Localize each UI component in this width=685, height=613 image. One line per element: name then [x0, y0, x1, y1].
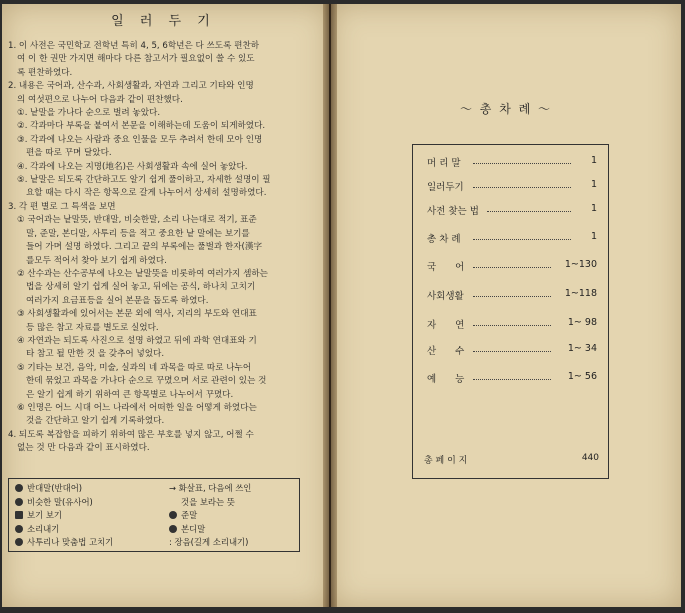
notes-line: 요할 때는 다시 작은 항목으로 갈게 나누어서 상세히 설명하였다.: [26, 188, 267, 199]
circle-mark-icon: [15, 538, 23, 546]
total-pages-row: [424, 453, 599, 466]
legend-label: 소리내기: [27, 523, 60, 534]
legend-label: 보기 보기: [27, 510, 63, 521]
legend-left-column: [15, 482, 113, 550]
notes-line: 말, 준말, 본디말, 사투리 등을 적고 중요한 낱 말에는 보기를: [26, 228, 250, 239]
toc-box: [412, 144, 609, 479]
notes-line: ②. 각과마다 부록을 붙여서 본문을 이해하는데 도움이 되게하였다.: [17, 121, 266, 132]
notes-line: 것을 간단하고 알기 쉽게 기록하였다.: [26, 416, 165, 427]
notes-line: 편을 따로 꾸며 달았다.: [26, 148, 112, 159]
toc-title: ～ 총 차 례 ～: [459, 102, 553, 116]
notes-line: 은 알기 쉽게 하기 위하여 큰 항목별로 나누어서 꾸몄다.: [26, 389, 234, 400]
toc-page: 1: [590, 179, 597, 190]
legend-item: [15, 482, 113, 496]
toc-label: 일러두기: [427, 182, 464, 193]
total-pages-value: 440: [581, 453, 599, 463]
notes-line: 록 편찬하였다.: [17, 67, 73, 78]
notes-line: 등 많은 참고 자료를 별도로 실었다.: [26, 322, 159, 333]
notes-line: ⑤ 기타는 보건, 음악, 미술, 실과의 네 과목을 따로 따로 나누어: [17, 362, 252, 373]
book-gutter: [323, 4, 337, 607]
notes-line: 1. 이 사전은 국민학교 전학년 특히 4, 5, 6학년은 다 쓰도록 편찬하: [8, 41, 260, 51]
notes-line: ⑥ 인명은 어느 시대 어느 나라에서 어떠한 일을 어떻게 하였다는: [17, 402, 257, 413]
legend-item: [169, 509, 251, 523]
notes-line: 들어 가며 설명 하였다. 그리고 끝의 부록에는 풀벌과 한자(漢字: [26, 242, 263, 253]
toc-label: 국 어: [427, 262, 465, 273]
toc-label: 사회생활: [427, 291, 464, 302]
notes-line: 여 이 한 권만 가지면 해마다 다른 참고서가 필요없이 쓸 수 있도: [17, 54, 255, 65]
toc-page: 1~118: [564, 288, 597, 299]
toc-label: 머 리 말: [427, 158, 461, 169]
notes-line: 법을 상세히 알기 쉽게 실어 놓고, 뒤에는 공식, 하나치 고치기: [26, 282, 256, 293]
legend-item: [15, 536, 113, 550]
legend-label: → 화살표, 다음에 쓰인: [169, 483, 252, 493]
notes-line: 한데 묶었고 과목을 가나다 순으로 꾸몄으며 서로 관련이 있는 것: [26, 376, 267, 387]
legend-label: 본디말: [181, 523, 206, 534]
legend-item: [169, 536, 251, 550]
legend-label: 것을 보라는 뜻: [181, 496, 235, 507]
toc-page: 1~ 56: [567, 371, 597, 382]
legend-label: 사투리나 맞춤법 고치기: [27, 537, 114, 548]
legend-item: [169, 496, 251, 510]
circle-mark-icon: [169, 525, 177, 533]
toc-page: 1~130: [564, 259, 597, 270]
left-page-title: 일 러 두 기: [111, 14, 216, 29]
notes-line: 여러가지 요금표등을 실어 본문을 돕도록 하였다.: [26, 295, 209, 306]
legend-item: [15, 496, 113, 510]
toc-page: 1: [590, 203, 597, 214]
notes-line: 2. 내용은 국어과, 산수과, 사회생활과, 자연과 그리고 기타와 인명: [8, 81, 254, 92]
toc-page: 1: [590, 231, 597, 242]
notes-line: ⑤. 낱말은 되도록 간단하고도 알기 쉽게 풀이하고, 자세한 설명이 필: [17, 175, 271, 186]
legend-right-column: [169, 482, 251, 550]
toc-label: 사전 찾는 법: [427, 206, 479, 217]
toc-page: 1~ 34: [567, 343, 597, 354]
legend-item: [169, 482, 251, 496]
notes-line: 의 여섯편으로 나누어 다음과 같이 편찬했다.: [17, 94, 183, 105]
toc-label: 총 차 례: [427, 234, 461, 245]
legend-label: 비슷한 말(유사어): [27, 496, 93, 507]
legend-label: 준말: [181, 510, 198, 521]
notes-line: 없는 것 만 다음과 같이 표시하였다.: [17, 443, 150, 454]
total-pages-label: 총 페 이 지: [424, 456, 468, 466]
legend-item: [15, 523, 113, 537]
square-mark-icon: [15, 511, 23, 519]
legend-label: : 장음(길게 소리내기): [169, 537, 249, 548]
notes-line: ④. 각과에 나오는 지명(地名)은 사회생활과 속에 실어 놓았다.: [17, 161, 248, 172]
notes-line: 를모두 적어서 찾아 보기 쉽게 하였다.: [26, 255, 167, 266]
toc-page: 1: [590, 155, 597, 166]
symbol-legend-box: [8, 478, 300, 552]
notes-line: ③ 사회생활과에 있어서는 본문 외에 역사, 지리의 부도와 연대표: [17, 309, 257, 320]
notes-line: 타 참고 될 만한 것 을 갖추어 넣었다.: [26, 349, 165, 360]
circle-mark-icon: [15, 525, 23, 533]
notes-line: ② 산수과는 산수공부에 나오는 낱말뜻을 비롯하여 여러가지 셈하는: [17, 268, 268, 279]
notes-body: [8, 40, 322, 456]
notes-line: 3. 각 편 별로 그 특색을 보면: [8, 201, 116, 212]
toc-page: 1~ 98: [567, 317, 597, 328]
toc-label: 산 수: [427, 346, 465, 357]
notes-line: ①. 낱말을 가나다 순으로 벌려 놓았다.: [17, 108, 161, 119]
legend-item: [15, 509, 113, 523]
toc-label: 예 능: [427, 374, 465, 385]
legend-item: [169, 523, 251, 537]
notes-line: ④ 자연과는 되도록 사진으로 설명 하였고 뒤에 과학 연대표와 기: [17, 335, 257, 346]
circle-mark-icon: [15, 484, 23, 492]
notes-line: ① 국어과는 낱말뜻, 반대말, 비슷한말, 소리 나는대로 적기, 표준: [17, 215, 257, 226]
toc-label: 자 연: [427, 320, 465, 331]
legend-label: 반대말(반대어): [27, 483, 83, 493]
circle-mark-icon: [15, 498, 23, 506]
notes-line: 4. 되도록 복잡함을 피하기 위하여 많은 부호를 넣지 않고, 어쩔 수: [8, 429, 254, 440]
circle-mark-icon: [169, 511, 177, 519]
notes-line: ③. 각과에 나오는 사람과 중요 인물을 모두 추려서 한데 모아 인명: [17, 134, 263, 145]
